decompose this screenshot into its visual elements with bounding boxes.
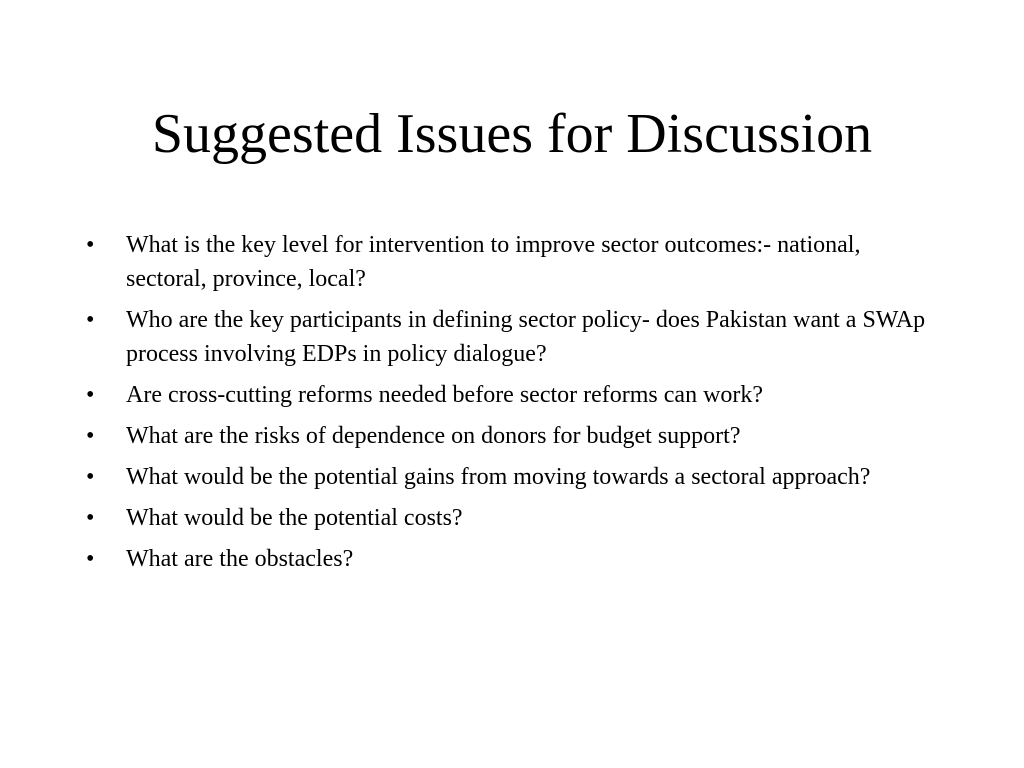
bullet-icon: •	[86, 232, 95, 258]
bullet-item	[86, 303, 926, 371]
bullet-list	[86, 228, 926, 583]
bullet-item	[86, 378, 926, 412]
bullet-text: What is the key level for intervention to improve sector outcomes:- national, sectoral, province, local?	[126, 232, 861, 292]
bullet-icon: •	[86, 423, 95, 449]
bullet-text: What are the risks of dependence on donors for budget support?	[126, 423, 741, 449]
bullet-item	[86, 460, 926, 494]
bullet-text: What are the obstacles?	[126, 546, 354, 572]
bullet-item	[86, 419, 926, 453]
bullet-icon: •	[86, 464, 95, 490]
bullet-icon: •	[86, 307, 95, 333]
bullet-text: Are cross-cutting reforms needed before sector reforms can work?	[126, 382, 764, 408]
bullet-item	[86, 228, 926, 296]
slide-title: Suggested Issues for Discussion	[151, 103, 873, 165]
bullet-item	[86, 542, 926, 576]
bullet-item	[86, 501, 926, 535]
bullet-icon: •	[86, 382, 95, 408]
bullet-text: What would be the potential costs?	[126, 505, 463, 531]
bullet-icon: •	[86, 546, 95, 572]
bullet-text: What would be the potential gains from moving towards a sectoral approach?	[126, 464, 871, 490]
bullet-text: Who are the key participants in defining sector policy- does Pakistan want a SWAp process involving EDPs in policy dialogue?	[126, 307, 926, 367]
bullet-icon: •	[86, 505, 95, 531]
